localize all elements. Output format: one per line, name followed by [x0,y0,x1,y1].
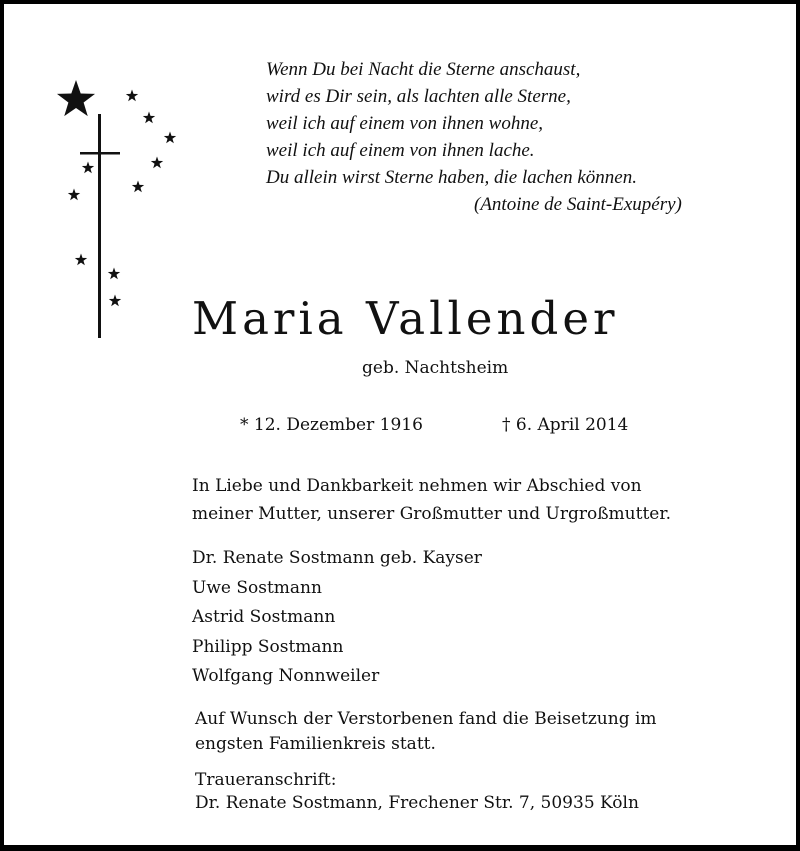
maiden-name: geb. Nachtsheim [362,358,509,378]
address-label: Traueranschrift: [195,770,337,790]
farewell-line: In Liebe und Dankbarkeit nehmen wir Abschied von [192,476,642,496]
burial-note-line: engsten Familienkreis statt. [195,734,436,754]
mourning-address [195,769,639,815]
burial-note [195,707,657,757]
mourner-name: Dr. Renate Sostmann geb. Kayser [192,548,482,568]
death-date: † 6. April 2014 [502,415,629,435]
deceased-name: Maria Vallender [192,292,619,345]
quote-line: Du allein wirst Sterne haben, die lachen können. [266,167,637,188]
address-value: Dr. Renate Sostmann, Frechener Str. 7, 50935 Köln [195,793,639,813]
mourner-name: Astrid Sostmann [192,607,336,628]
quote-line: weil ich auf einem von ihnen lache. [266,140,535,161]
birth-date: * 12. Dezember 1916 [240,415,423,435]
quote-line: weil ich auf einem von ihnen wohne, [266,113,544,134]
quote [266,56,682,215]
farewell-text [192,472,671,528]
quote-line: wird es Dir sein, als lachten alle Sterne, [266,86,571,107]
farewell-line: meiner Mutter, unserer Großmutter und Urgroßmutter. [192,504,672,524]
cross-with-stars-icon [44,74,194,354]
quote-author: (Antoine de Saint-Exupéry) [474,194,682,215]
burial-note-line: Auf Wunsch der Verstorbenen fand die Beisetzung im [195,709,657,729]
mourners-list [192,545,482,693]
quote-line: Wenn Du bei Nacht die Sterne anschaust, [266,59,581,80]
mourner-name: Uwe Sostmann [192,577,322,598]
mourner-name: Wolfgang Nonnweiler [192,666,380,687]
mourner-name: Philipp Sostmann [192,636,344,657]
